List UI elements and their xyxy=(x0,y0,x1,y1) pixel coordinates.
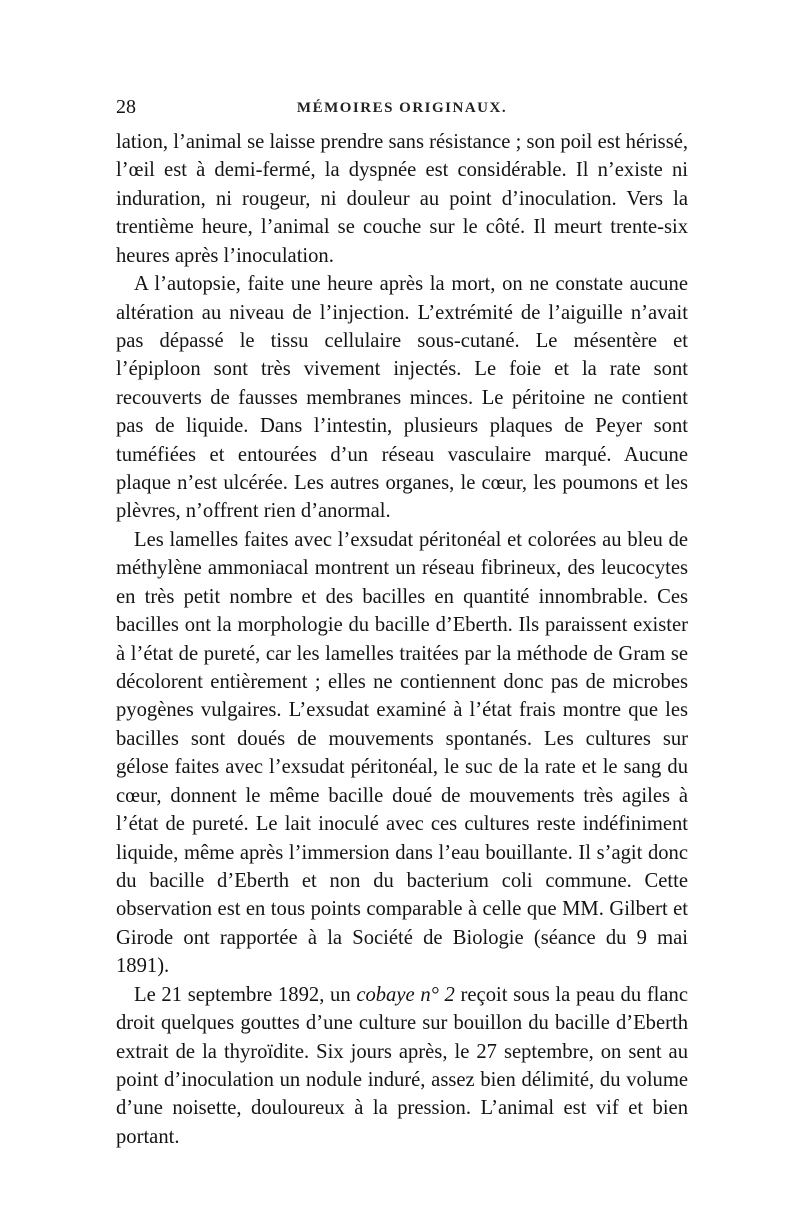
paragraph-autopsie: A l’autopsie, faite une heure après la mort, on ne constate aucune altération au niveau de l’injection. L’extrémité de l’aiguille n’avait pas dépassé le tissu cellulaire sous-cutané. Le mésentère et l’épiploon sont très vivement injectés. Le foie et la rate sont recouverts de fausses membranes minces. Le péritoine ne contient pas de liquide. Dans l’intestin, plusieurs plaques de Peyer sont tuméfiées et entourées d’un réseau vasculaire marqué. Aucune plaque n’est ulcérée. Les autres organes, le cœur, les poumons et les plèvres, n’offrent rien d’anormal. xyxy=(116,273,688,523)
paragraph-cobaye-2 xyxy=(116,981,688,1152)
paragraph-continuation: lation, l’animal se laisse prendre sans résistance ; son poil est hérissé, l’œil est à demi-fermé, la dyspnée est considérable. Il n’existe ni induration, ni rougeur, ni douleur au point d’inoculation. Vers la trentième heure, l’animal se couche sur le côté. Il meurt trente-six heures après l’inoculation. xyxy=(116,131,688,267)
body-text xyxy=(116,128,688,1151)
paragraph-lamelles: Les lamelles faites avec l’exsudat péritonéal et colorées au bleu de méthylène ammoniacal montrent un réseau fibrineux, des leucocytes en très petit nombre et des bacilles en quantité innombrable. Ces bacilles ont la morphologie du bacille d’Eberth. Ils paraissent exister à l’état de pureté, car les lamelles traitées par la méthode de Gram se décolorent entièrement ; elles ne contiennent donc pas de microbes pyogènes vulgaires. L’exsudat examiné à l’état frais montre que les bacilles sont doués de mouvements spontanés. Les cultures sur gélose faites avec l’exsudat péritonéal, le suc de la rate et le sang du cœur, donnent le même bacille doué de mouvements très agiles à l’état de pureté. Le lait inoculé avec ces cultures reste indéfiniment liquide, même après l’immersion dans l’eau bouillante. Il s’agit donc du bacille d’Eberth et non du bacterium coli commune. Cette observation est en tous points comparable à celle que MM. Gilbert et Girode ont rapportée à la Société de Biologie (séance du 9 mai 1891). xyxy=(116,528,688,978)
paragraph-cobaye-2-start: Le 21 septembre 1892, un xyxy=(134,983,357,1006)
page-number: 28 xyxy=(116,96,136,118)
page-header xyxy=(116,96,688,124)
italic-specimen-label: cobaye n° 2 xyxy=(356,983,455,1006)
running-title: MÉMOIRES ORIGINAUX. xyxy=(296,100,508,116)
paragraph-cobaye-2-rest: reçoit sous la peau du flanc droit quelques gouttes d’une culture sur bouillon du bacille d’Eberth extrait de la thyroïdite. Six jours après, le 27 septembre, on sent au point d’inoculation un nodule induré, assez bien délimité, du volume d’une noisette, douloureux à la pression. L’animal est vif et bien portant. xyxy=(116,983,688,1148)
